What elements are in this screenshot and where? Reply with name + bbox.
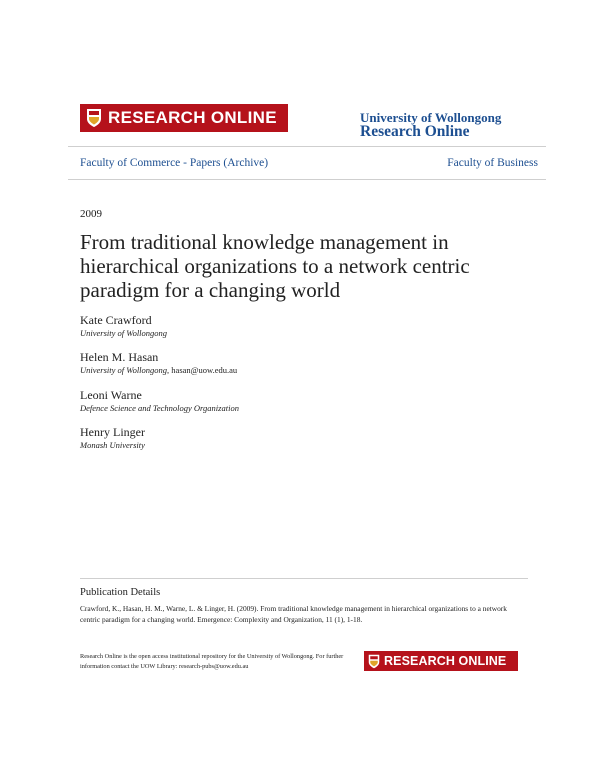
author-block bbox=[80, 388, 239, 414]
author-name: Leoni Warne bbox=[80, 388, 142, 402]
logo-text: RESEARCH ONLINE bbox=[384, 654, 507, 668]
footer-research-online-logo[interactable] bbox=[364, 651, 518, 671]
logo-text: RESEARCH ONLINE bbox=[108, 108, 277, 127]
nav-divider bbox=[68, 179, 546, 180]
research-online-logo[interactable] bbox=[80, 104, 288, 132]
author-name: Henry Linger bbox=[80, 425, 145, 439]
author-email[interactable]: hasan@uow.edu.au bbox=[171, 365, 238, 375]
university-name: University of Wollongong bbox=[360, 110, 502, 125]
author-block bbox=[80, 350, 237, 376]
uow-shield-icon bbox=[86, 108, 102, 128]
repository-name: Research Online bbox=[360, 123, 470, 140]
series-link[interactable]: Faculty of Commerce - Papers (Archive) bbox=[80, 157, 269, 169]
author-affiliation: Defence Science and Technology Organization bbox=[80, 403, 239, 413]
author-block bbox=[80, 313, 167, 339]
author-name: Kate Crawford bbox=[80, 313, 152, 327]
publication-details-heading: Publication Details bbox=[80, 587, 161, 598]
author-block bbox=[80, 425, 145, 451]
citation-text: Crawford, K., Hasan, H. M., Warne, L. & Linger, H. (2009). From traditional knowledge management in hierarchical organizations to a network centric paradigm for a changing world. Emergence: Complexity and Organization, 11 (1), 1-18. bbox=[80, 604, 507, 624]
paper-title: From traditional knowledge management in hierarchical organizations to a network centric paradigm for a changing world bbox=[80, 230, 470, 302]
publication-year: 2009 bbox=[80, 208, 102, 220]
faculty-link[interactable]: Faculty of Business bbox=[447, 157, 538, 169]
author-affiliation-line: University of Wollongong, hasan@uow.edu.au bbox=[80, 365, 238, 375]
repository-note: Research Online is the open access institutional repository for the University of Wollongong. For further information contact the UOW Library: research-pubs@uow.edu.au bbox=[80, 653, 344, 670]
author-affiliation: University of Wollongong bbox=[80, 365, 168, 375]
author-affiliation: University of Wollongong bbox=[80, 328, 168, 338]
uow-shield-icon bbox=[368, 654, 380, 669]
publication-divider bbox=[80, 578, 528, 579]
author-name: Helen M. Hasan bbox=[80, 350, 159, 364]
author-affiliation: Monash University bbox=[80, 440, 145, 450]
header-divider bbox=[68, 146, 546, 147]
